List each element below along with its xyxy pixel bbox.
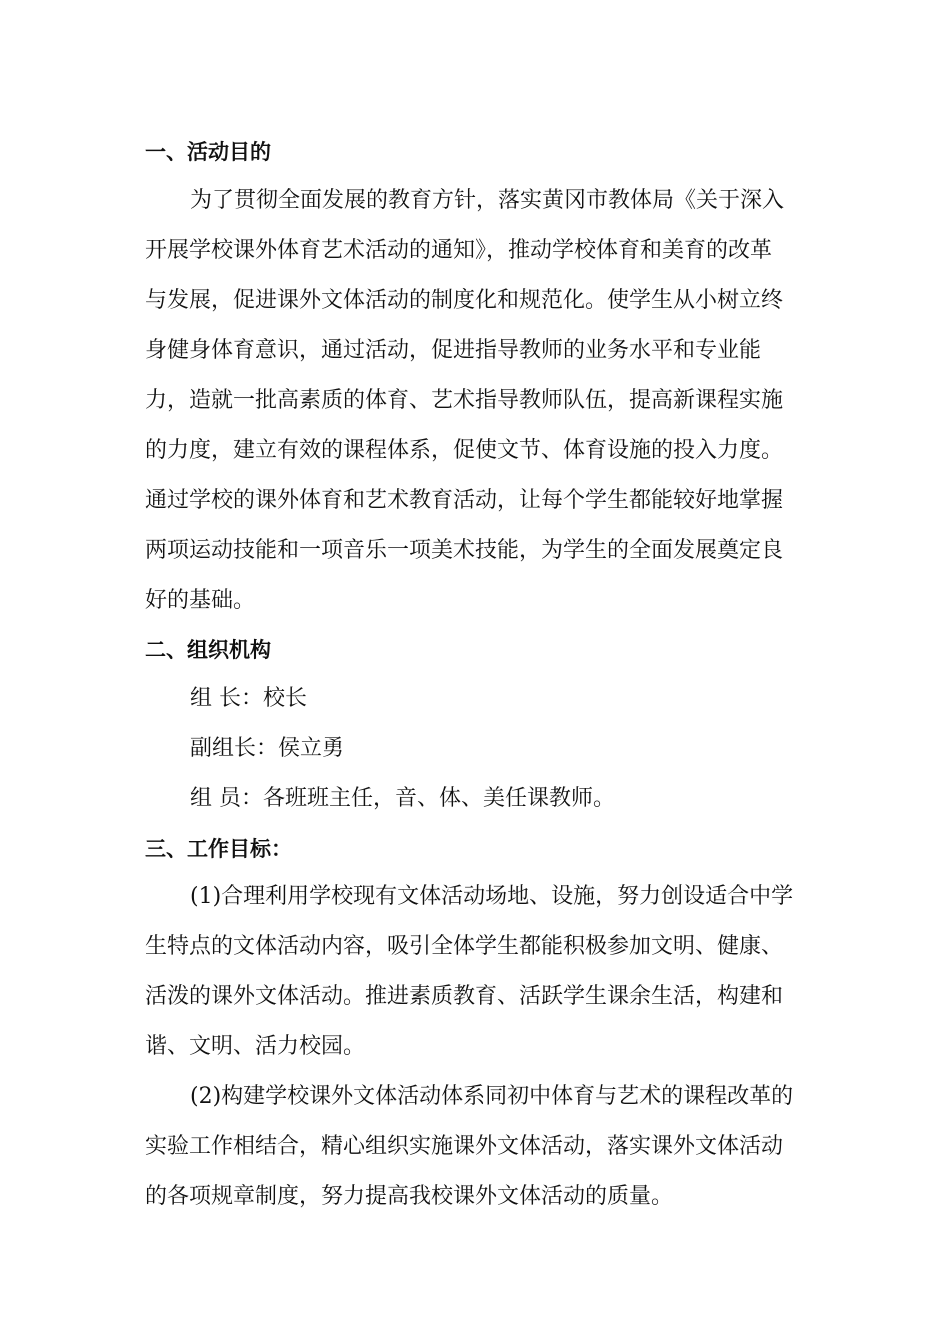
paragraph-line: 生特点的文体活动内容，吸引全体学生都能积极参加文明、健康、 xyxy=(145,934,784,959)
paragraph-line: 开展学校课外体育艺术活动的通知》，推动学校体育和美育的改革 xyxy=(145,238,773,263)
org-deputy-leader: 副组长：侯立勇 xyxy=(190,736,345,761)
paragraph-line: 好的基础。 xyxy=(145,588,256,613)
org-leader: 组 长：校长 xyxy=(190,686,307,711)
paragraph-line: 为了贯彻全面发展的教育方针，落实黄冈市教体局《关于深入 xyxy=(190,188,785,213)
paragraph-line: (1)合理利用学校现有文体活动场地、设施，努力创设适合中学 xyxy=(190,884,794,909)
paragraph-line: 力，造就一批高素质的体育、艺术指导教师队伍，提高新课程实施 xyxy=(145,388,784,413)
paragraph-line: 的各项规章制度，努力提高我校课外文体活动的质量。 xyxy=(145,1184,674,1209)
paragraph-line: (2)构建学校课外文体活动体系同初中体育与艺术的课程改革的 xyxy=(190,1084,794,1109)
paragraph-line: 身健身体育意识，通过活动，促进指导教师的业务水平和专业能 xyxy=(145,338,762,363)
paragraph-line: 实验工作相结合，精心组织实施课外文体活动，落实课外文体活动 xyxy=(145,1134,784,1159)
paragraph-line: 通过学校的课外体育和艺术教育活动，让每个学生都能较好地掌握 xyxy=(145,488,784,513)
paragraph-line: 活泼的课外文体活动。推进素质教育、活跃学生课余生活，构建和 xyxy=(145,984,784,1009)
paragraph-line: 两项运动技能和一项音乐一项美术技能，为学生的全面发展奠定良 xyxy=(145,538,784,563)
section-heading: 二、组织机构 xyxy=(145,638,271,662)
paragraph-line: 与发展，促进课外文体活动的制度化和规范化。使学生从小树立终 xyxy=(145,288,784,313)
org-members: 组 员：各班班主任，音、体、美任课教师。 xyxy=(190,786,615,811)
section-heading: 三、工作目标： xyxy=(145,837,292,861)
section-heading: 一、活动目的 xyxy=(145,140,271,164)
paragraph-line: 的力度，建立有效的课程体系，促使文节、体育设施的投入力度。 xyxy=(145,438,784,463)
paragraph-line: 谐、文明、活力校园。 xyxy=(145,1034,366,1059)
